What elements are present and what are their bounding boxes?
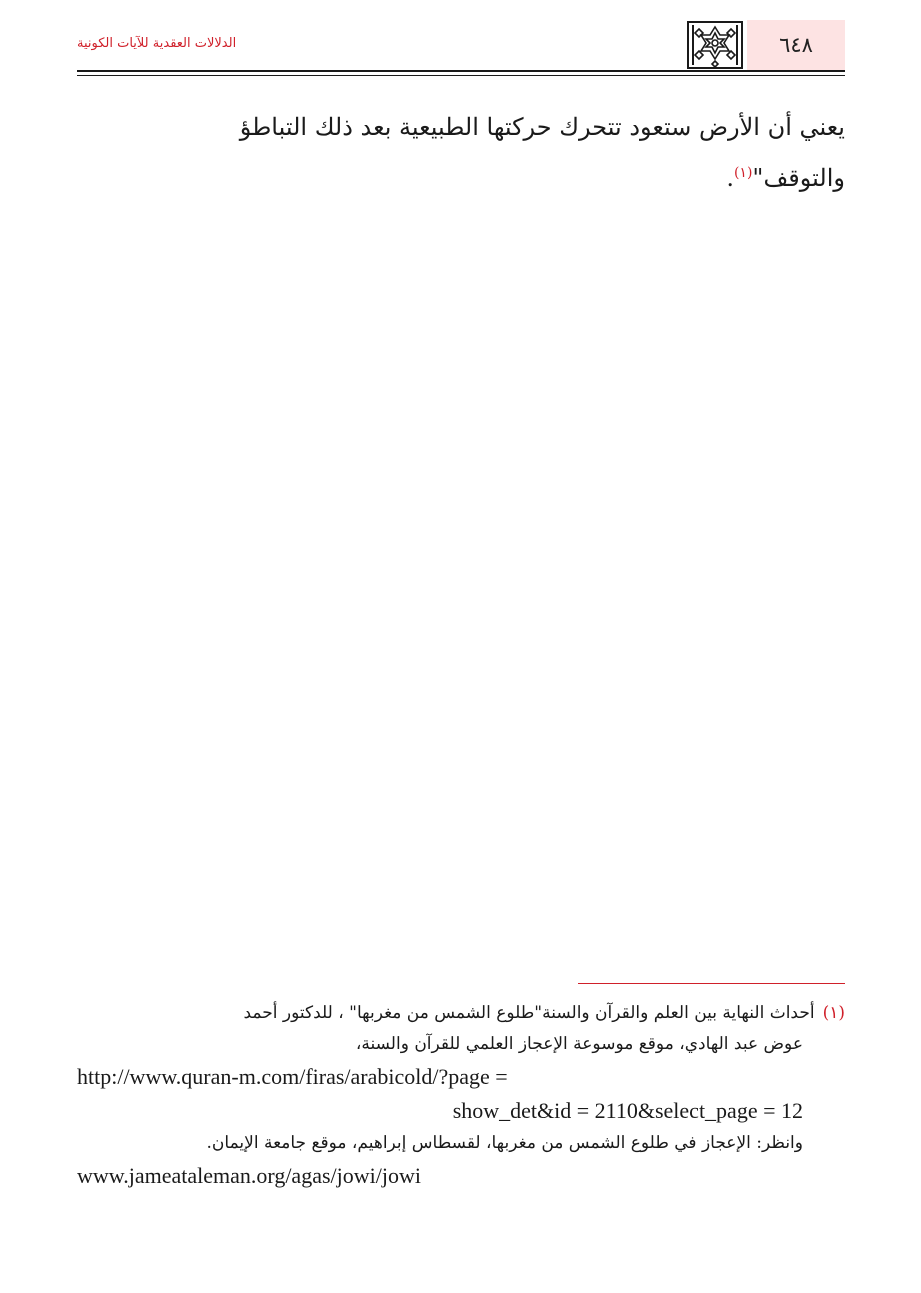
ornament-icon (685, 20, 745, 70)
footnotes (77, 998, 845, 1193)
text-line: يعني أن الأرض ستعود تتحرك حركتها الطبيعية بعد ذلك التباطؤ (239, 113, 845, 141)
footnote-url: show_det&id = 2110&select_page = 12 (452, 1098, 803, 1123)
footnote-number: (١) (822, 1003, 845, 1023)
page-number: ٦٤٨ (747, 20, 845, 70)
footnote-reference: (١) (733, 165, 753, 181)
footnote-divider (578, 983, 845, 984)
footnote-text: أحداث النهاية بين العلم والقرآن والسنة"طلوع الشمس من مغربها" ، للدكتور أحمد (243, 1003, 815, 1023)
footnote-line (77, 998, 845, 1029)
footnote-line: وانظر: الإعجاز في طلوع الشمس من مغربها، لقسطاس إبراهيم، موقع جامعة الإيمان. (206, 1133, 803, 1153)
footnote-url: www.jameataleman.org/agas/jowi/jowi (77, 1163, 421, 1188)
page-header (77, 20, 845, 72)
header-divider-thin (77, 75, 845, 76)
text-line (77, 150, 845, 201)
text-period: . (726, 164, 734, 192)
footnote-line: عوض عبد الهادي، موقع موسوعة الإعجاز العلمي للقرآن والسنة، (355, 1034, 803, 1054)
footnote-url: http://www.quran-m.com/firas/arabicold/?page = (77, 1064, 508, 1089)
text-segment: والتوقف" (752, 164, 845, 192)
book-title: الدلالات العقدية للآيات الكونية (77, 36, 237, 51)
header-divider (77, 70, 845, 72)
main-text (77, 104, 845, 201)
